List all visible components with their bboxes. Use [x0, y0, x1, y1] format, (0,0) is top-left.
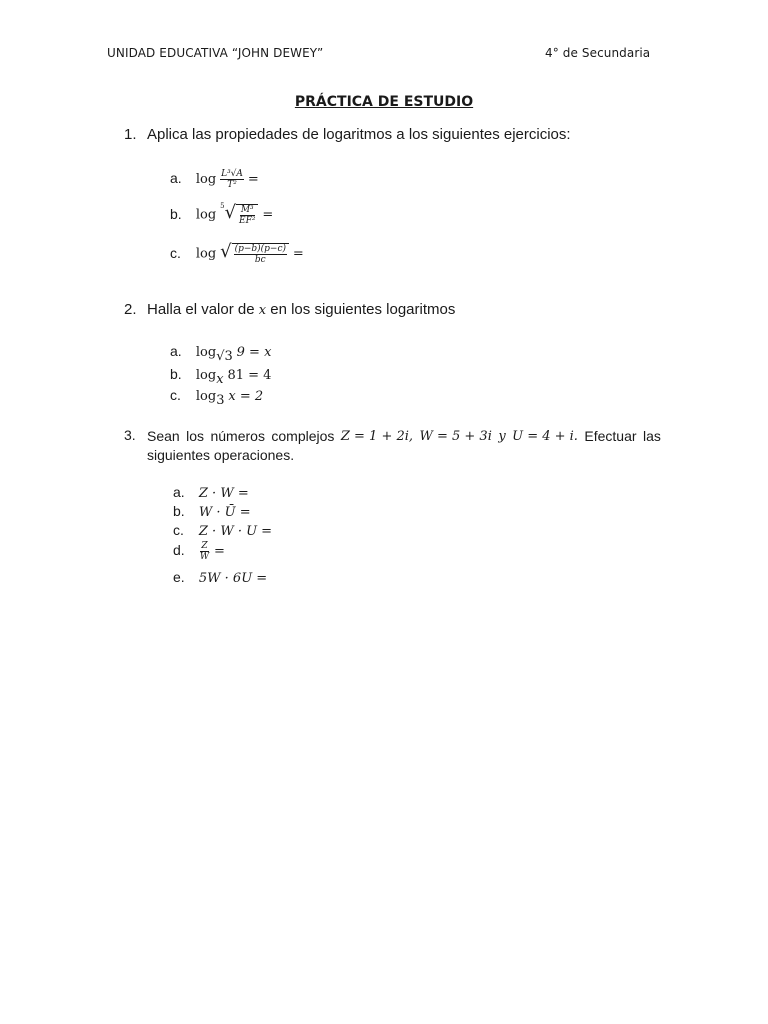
conjunction: y	[498, 429, 506, 444]
log-operator: log	[195, 246, 217, 262]
item-letter: e.	[173, 569, 185, 585]
fraction-denominator: bc	[254, 255, 266, 265]
fraction	[234, 244, 287, 265]
question-3-line-2: siguientes operaciones.	[147, 447, 295, 463]
question-2-item-a	[170, 343, 271, 364]
fraction-denominator: EF²	[239, 216, 256, 226]
question-1-item-b	[170, 204, 273, 226]
fraction	[238, 205, 256, 226]
log-operator: log	[195, 345, 217, 360]
item-letter: a.	[173, 484, 185, 500]
fraction-denominator: T²	[227, 180, 237, 190]
equals-sign: =	[247, 172, 259, 188]
question-3-item-d	[173, 541, 225, 562]
item-letter: b.	[170, 366, 182, 382]
fraction	[220, 169, 244, 190]
log-base: √3	[216, 348, 233, 364]
word: los	[186, 428, 205, 444]
radical	[225, 204, 259, 226]
radicand	[236, 204, 258, 226]
word: Sean	[147, 428, 180, 444]
question-text-start: Halla el valor de	[147, 301, 255, 318]
question-1-item-c	[170, 243, 304, 265]
log-base: 3	[216, 392, 225, 408]
word: números	[210, 428, 265, 444]
equals-sign: =	[262, 207, 274, 223]
log-expression: 81 = 4	[227, 368, 272, 383]
word: complejos	[271, 428, 335, 444]
operation: W · Ū =	[198, 505, 251, 520]
question-number: 3.	[124, 427, 136, 443]
item-letter: c.	[170, 387, 181, 403]
log-expression: x = 2	[228, 389, 264, 404]
log-operator: log	[195, 389, 217, 404]
operation: 5W · 6U =	[198, 571, 268, 586]
question-2-item-c	[170, 387, 263, 408]
complex-w: W = 5 + 3i	[419, 429, 492, 444]
log-operator: log	[195, 207, 217, 223]
item-letter: c.	[173, 522, 184, 538]
item-letter: b.	[173, 503, 185, 519]
question-3-item-e	[173, 569, 267, 586]
log-operator: log	[195, 368, 217, 383]
complex-u: U = 4 + i.	[512, 429, 578, 444]
question-3-item-c	[173, 522, 272, 539]
equals-sign: =	[292, 246, 304, 262]
equals-sign: =	[214, 544, 225, 560]
question-text-end: en los siguientes logaritmos	[270, 301, 456, 318]
complex-z: Z = 1 + 2i,	[340, 429, 414, 444]
item-letter: d.	[173, 542, 185, 559]
school-name: UNIDAD EDUCATIVA “JOHN DEWEY”	[107, 46, 324, 60]
question-2-item-b	[170, 366, 271, 387]
fraction-denominator: W	[199, 552, 210, 562]
log-expression: 9 = x	[236, 345, 272, 360]
item-letter: c.	[170, 244, 181, 261]
radical-sign-icon: √	[220, 241, 232, 262]
radicand	[232, 243, 289, 265]
question-3	[147, 427, 661, 465]
fraction-numerator: M³	[240, 205, 254, 215]
operation: Z · W · U =	[198, 524, 273, 539]
variable: x	[258, 303, 267, 318]
log-operator: log	[195, 172, 217, 188]
radical-sign-icon: √	[224, 202, 237, 223]
item-letter: a.	[170, 343, 182, 359]
word: Efectuar	[584, 428, 637, 444]
fraction-numerator: Z	[201, 541, 208, 551]
operation: Z · W =	[198, 486, 249, 501]
item-letter: a.	[170, 170, 182, 187]
fraction-numerator: L³√A	[221, 169, 243, 179]
fraction-numerator: (p−b)(p−c)	[234, 244, 287, 254]
root-index: 5	[220, 202, 225, 210]
question-3-item-b	[173, 503, 251, 520]
radical	[220, 243, 289, 265]
question-text	[147, 301, 455, 318]
word: las	[642, 428, 661, 444]
question-number: 2.	[124, 301, 137, 318]
question-number: 1.	[124, 126, 137, 143]
question-3-item-a	[173, 484, 249, 501]
question-3-line-1	[147, 427, 661, 446]
question-1-item-a	[170, 169, 259, 190]
page-title: PRÁCTICA DE ESTUDIO	[294, 94, 474, 110]
grade-level: 4° de Secundaria	[545, 46, 651, 60]
fraction	[199, 541, 210, 562]
log-base: x	[216, 371, 224, 387]
question-text: Aplica las propiedades de logaritmos a los siguientes ejercicios:	[147, 126, 571, 143]
item-letter: b.	[170, 205, 182, 222]
